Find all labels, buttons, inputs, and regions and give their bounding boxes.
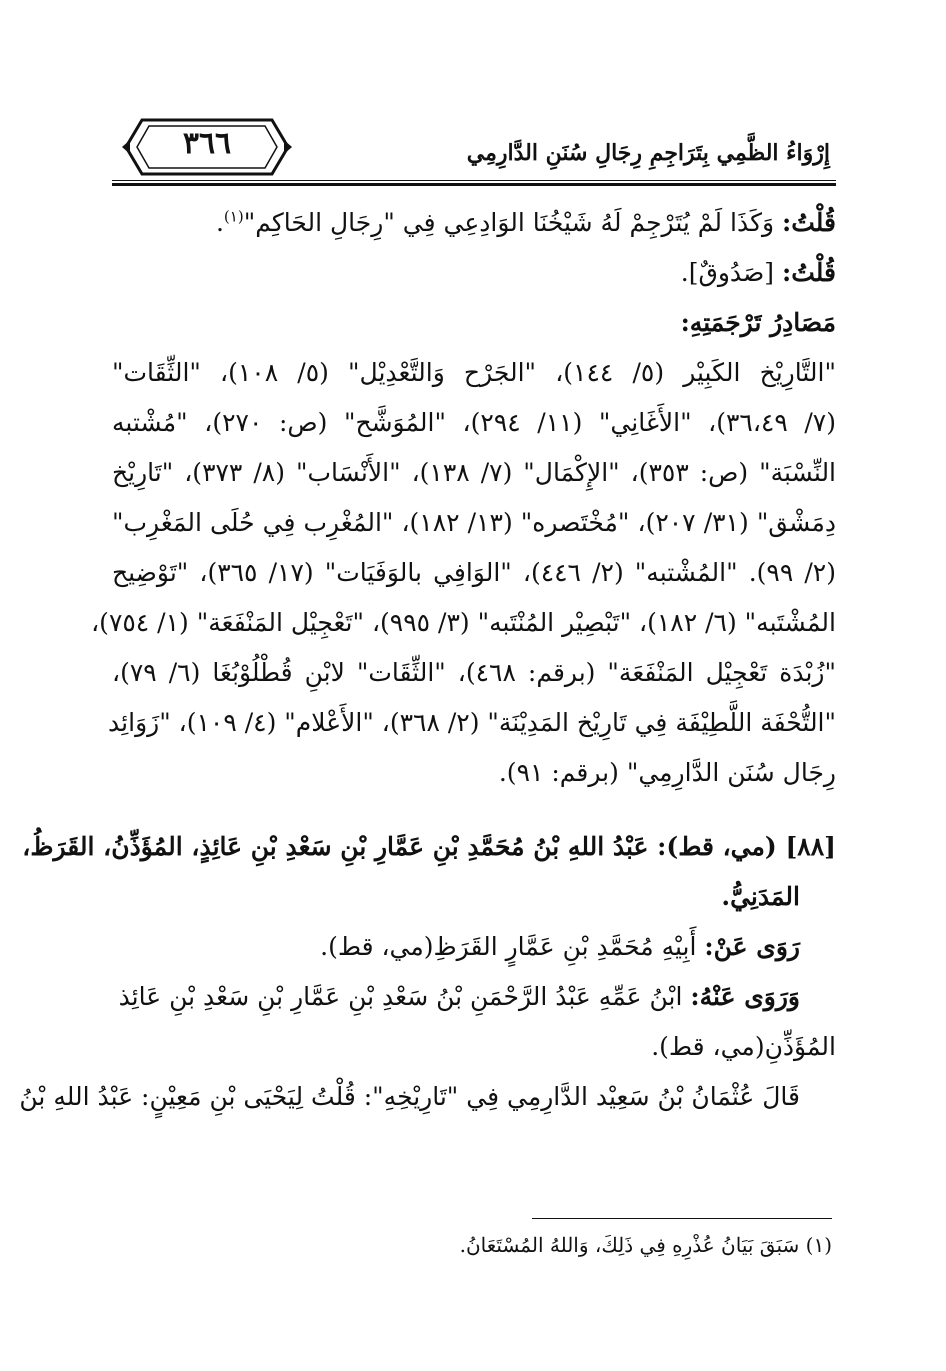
- qultu-label: قُلْتُ:: [781, 208, 836, 237]
- narrated-from: [112, 922, 836, 972]
- grading-text: [صَدُوقٌ].: [680, 258, 782, 287]
- main-text: [19, 198, 837, 1122]
- header-divider: [112, 183, 836, 186]
- sources-line: دِمَشْق" (٣١/ ٢٠٧)، "مُخْتَصره" (١٣/ ١٨٢)، "المُغْرِب فِي حُلَى المَغْرِب": [112, 508, 836, 537]
- line-1-text: وَكَذَا لَمْ يُتَرْجِمْ لَهُ شَيْخُنَا الوَادِعِي فِي "رِجَالِ الحَاكِم": [243, 208, 782, 237]
- sources-line: (٧/ ٣٦،٤٩)، "الأَغَانِي" (١١/ ٢٩٤)، "المُوَشَّح" (ص: ٢٧٠)، "مُشْتبه: [112, 408, 836, 437]
- header-divider-thin: [112, 180, 836, 181]
- sources-line: "زُبْدَة تَعْجِيْل المَنْفَعَة" (برقم: ٤٦٨)، "الثِّقَات" لابْنِ قُطْلُوْبُغَا (٦/ ٧٩)،: [112, 658, 836, 687]
- narrated-by-text: ابْنُ عَمِّهِ عَبْدُ الرَّحْمَنِ بْنُ سَعْدِ بْنِ عَمَّارِ بْنِ سَعْدِ بْنِ عَائِذ: [118, 982, 691, 1011]
- narrated-from-label: رَوَى عَنْ:: [704, 932, 800, 961]
- sources-line: رِجَال سُنَن الدَّارِمِي" (برقم: ٩١).: [498, 758, 836, 787]
- entry-codes: (مي، قط):: [648, 832, 786, 861]
- text-line-2: [112, 248, 836, 298]
- narrator-name-cont: المَدَنِيُّ.: [721, 882, 800, 911]
- footnote: (١) سَبَقَ بَيَانُ عُذْرِهِ فِي ذَلِكَ، وَاللهُ المُسْتَعَانُ.: [459, 1233, 832, 1257]
- text-line-1: [112, 198, 836, 248]
- sources-line: المُشْتَبه" (٦/ ١٨٢)، "تَبْصِيْر المُنْتَبه" (٣/ ٩٩٥)، "تَعْجِيْل المَنْفَعَة" (١/ ٧٥٤)،: [91, 608, 836, 637]
- narrated-from-text: أَبِيْهِ مُحَمَّدِ بْنِ عَمَّارٍ القَرَظِ(مي، قط).: [320, 932, 705, 961]
- sources-line: "التَّارِيْخ الكَبِيْر (٥/ ١٤٤)، "الجَرْح وَالتَّعْدِيْل" (٥/ ١٠٨)، "الثِّقَات": [112, 358, 836, 387]
- line-1-end: .: [215, 208, 224, 237]
- footnote-divider: [532, 1218, 832, 1219]
- page-header: [112, 110, 836, 186]
- sources-heading: مَصَادِرُ تَرْجَمَتِهِ:: [680, 308, 836, 337]
- book-title: إِرْوَاءُ الظَّمِي بِتَرَاجِمِ رِجَالِ سُنَنِ الدَّارِمِي: [466, 140, 830, 166]
- narrator-entry: [19, 822, 836, 1122]
- sources-list: [91, 348, 837, 798]
- page-number: ٣٦٦: [182, 126, 232, 161]
- section-gap: [112, 798, 836, 822]
- narrated-by: [112, 972, 836, 1022]
- footnote-marker: (١): [223, 207, 244, 226]
- entry-heading: [22, 822, 836, 872]
- page-number-badge: [122, 116, 292, 178]
- sources-line: "التُّحْفَة اللَّطِيْفَة فِي تَارِيْخ المَدِيْنَة" (٢/ ٣٦٨)، "الأَعْلام" (٤/ ١٠٩)، "زَوَائِد: [108, 708, 836, 737]
- sources-line: النِّسْبَة" (ص: ٣٥٣)، "الإِكْمَال" (٧/ ١٣٨)، "الأَنْسَاب" (٨/ ٣٧٣)، "تَارِيْخ: [112, 458, 837, 487]
- quote-line: قَالَ عُثْمَانُ بْنُ سَعِيْد الدَّارِمِي فِي "تَارِيْخِهِ": قُلْتُ لِيَحْيَى بْنِ مَعِيْنٍ: عَبْدُ اللهِ بْنُ: [19, 1082, 800, 1111]
- qultu-label: قُلْتُ:: [781, 258, 836, 287]
- sources-line: (٢/ ٩٩). "المُشْتبه" (٢/ ٤٤٦)، "الوَافِي بالوَفَيَات" (١٧/ ٣٦٥)، "تَوْضِيح: [112, 558, 836, 587]
- narrated-by-cont: المُؤَذِّنِ(مي، قط).: [651, 1032, 836, 1061]
- entry-number: [٨٨]: [785, 832, 836, 861]
- narrator-name: عَبْدُ اللهِ بْنُ مُحَمَّدِ بْنِ عَمَّارِ بْنِ سَعْدِ بْنِ عَائِذٍ، المُؤَذِّنُ، القَرَظُ،: [22, 832, 649, 861]
- narrated-by-label: وَرَوَى عَنْهُ:: [690, 982, 800, 1011]
